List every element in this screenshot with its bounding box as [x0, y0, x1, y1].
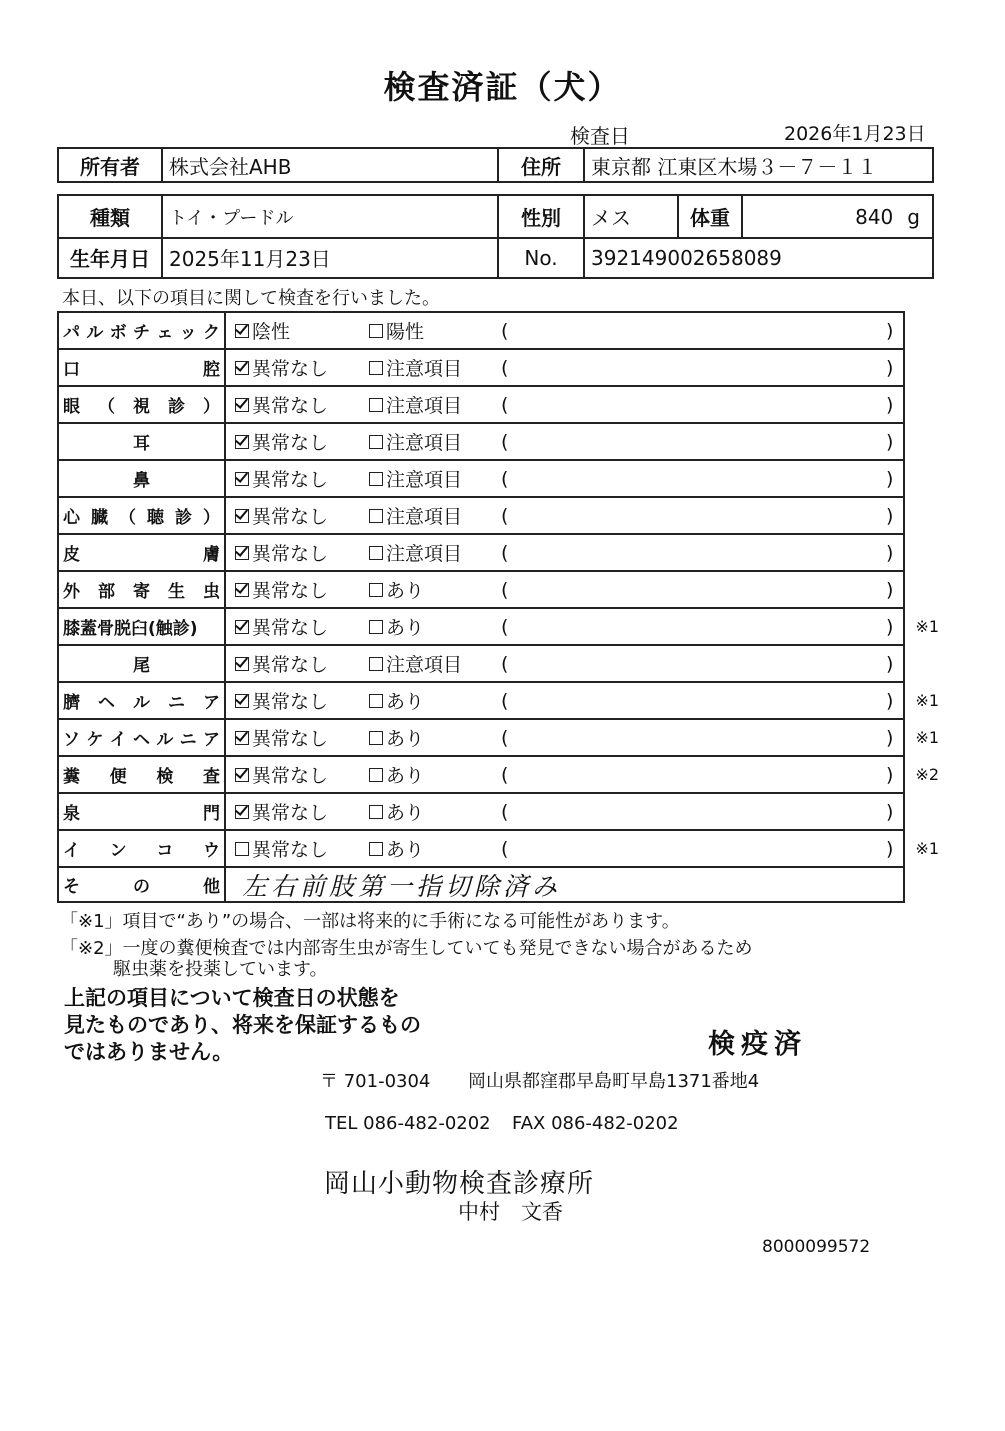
option-abnormal[interactable] [369, 720, 424, 755]
exam-row [59, 794, 903, 831]
exam-date: 2026年1月23日 [784, 123, 926, 145]
owner-label: 所有者 [59, 149, 163, 181]
option-normal[interactable] [235, 461, 328, 496]
paren-open: ( [501, 356, 509, 379]
option-abnormal[interactable] [369, 831, 424, 866]
option-normal[interactable] [235, 387, 328, 422]
checkbox-icon[interactable] [369, 546, 383, 560]
checkbox-icon[interactable] [235, 694, 249, 708]
paren-open: ( [501, 800, 509, 823]
footnote-2-cont: 駆虫薬を投薬しています。 [113, 959, 328, 980]
exam-item-name: 臍 ヘ ル ニ ア [59, 683, 226, 718]
weight-label: 体重 [679, 196, 743, 237]
animal-info-box [57, 194, 934, 279]
option-normal[interactable] [235, 350, 328, 385]
option-label: 異常なし [252, 580, 329, 602]
note-mark: ※1 [915, 728, 939, 747]
disclaimer [64, 985, 421, 1066]
option-label: あり [386, 691, 425, 713]
checkbox-icon[interactable] [235, 361, 249, 375]
birth-value: 2025年11月23日 [163, 238, 499, 277]
exam-row [59, 683, 939, 720]
weight-unit: g [907, 204, 920, 229]
paren-close: ) [886, 319, 894, 342]
checkbox-icon[interactable] [369, 657, 383, 671]
paren-close: ) [886, 541, 894, 564]
option-label: 注意項目 [386, 543, 463, 565]
disclaimer-line: 上記の項目について検査日の状態を [64, 986, 400, 1010]
disclaimer-line: ではありません。 [64, 1040, 234, 1064]
option-label: 異常なし [252, 691, 329, 713]
paren-close: ) [886, 763, 894, 786]
owner-box [57, 147, 934, 183]
exam-item-name: そ の 他 [59, 868, 226, 901]
option-label: 陽性 [386, 321, 425, 343]
option-abnormal[interactable] [369, 757, 424, 792]
paren-close: ) [886, 430, 894, 453]
option-normal[interactable] [235, 683, 328, 718]
paren-open: ( [501, 726, 509, 749]
exam-row [59, 313, 903, 350]
weight-field [743, 196, 932, 237]
checkbox-icon[interactable] [235, 583, 249, 597]
note-mark: ※2 [915, 765, 939, 784]
org-name: 岡山小動物検査診療所 [324, 1169, 595, 1199]
paren-close: ) [886, 356, 894, 379]
option-normal[interactable] [235, 313, 290, 348]
paren-close: ) [886, 689, 894, 712]
checkbox-icon[interactable] [235, 657, 249, 671]
document-code: 8000099572 [762, 1237, 871, 1257]
checkbox-icon[interactable] [235, 805, 249, 819]
option-label: 注意項目 [386, 395, 463, 417]
birth-label: 生年月日 [59, 238, 163, 277]
checkbox-icon[interactable] [369, 509, 383, 523]
paren-close: ) [886, 393, 894, 416]
paren-close: ) [886, 800, 894, 823]
exam-item-name: パ ル ボ チ ェ ッ ク [59, 313, 226, 348]
option-abnormal[interactable] [369, 313, 424, 348]
option-label: 注意項目 [386, 506, 463, 528]
checkbox-icon[interactable] [369, 731, 383, 745]
option-label: 異常なし [252, 728, 329, 750]
option-abnormal[interactable] [369, 646, 462, 681]
org-address: 岡山県都窪郡早島町早島1371番地4 [468, 1071, 760, 1092]
exam-row [59, 720, 939, 757]
note-mark: ※1 [915, 617, 939, 636]
option-label: あり [386, 728, 425, 750]
sex-label: 性別 [499, 196, 585, 237]
checkbox-icon[interactable] [369, 361, 383, 375]
checkbox-icon[interactable] [235, 472, 249, 486]
paren-close: ) [886, 578, 894, 601]
paren-open: ( [501, 615, 509, 638]
exam-row [59, 572, 903, 609]
exam-row [59, 535, 903, 572]
exam-row [59, 387, 903, 424]
option-abnormal[interactable] [369, 387, 462, 422]
paren-close: ) [886, 652, 894, 675]
paren-open: ( [501, 393, 509, 416]
option-label: 異常なし [252, 839, 329, 861]
exam-item-name: 心 臓 （ 聴 診 ） [59, 498, 226, 533]
checkbox-icon[interactable] [369, 324, 383, 338]
paren-open: ( [501, 541, 509, 564]
exam-item-name: 膝蓋骨脱臼(触診) [59, 609, 226, 644]
option-normal[interactable] [235, 572, 328, 607]
exam-item-name: 尾 [59, 646, 226, 681]
paren-close: ) [886, 837, 894, 860]
exam-table [57, 311, 939, 903]
paren-open: ( [501, 467, 509, 490]
option-normal[interactable] [235, 720, 328, 755]
exam-row [59, 461, 903, 498]
checkbox-icon[interactable] [369, 768, 383, 782]
option-label: 異常なし [252, 802, 329, 824]
option-label: あり [386, 765, 425, 787]
option-abnormal[interactable] [369, 609, 424, 644]
option-normal[interactable] [235, 424, 328, 459]
option-label: 異常なし [252, 543, 329, 565]
checkbox-icon[interactable] [235, 546, 249, 560]
option-label: 異常なし [252, 469, 329, 491]
exam-row-other [59, 868, 903, 901]
option-normal[interactable] [235, 646, 328, 681]
option-label: 異常なし [252, 395, 329, 417]
postal-code: 〒 701-0304 [320, 1071, 431, 1092]
option-label: 異常なし [252, 432, 329, 454]
option-abnormal[interactable] [369, 498, 462, 533]
checkbox-icon[interactable] [235, 509, 249, 523]
disclaimer-line: 見たものであり、将来を保証するもの [64, 1013, 421, 1037]
paren-close: ) [886, 504, 894, 527]
exam-row [59, 498, 903, 535]
paren-close: ) [886, 467, 894, 490]
checkbox-icon[interactable] [235, 324, 249, 338]
checkbox-icon[interactable] [369, 694, 383, 708]
option-label: 注意項目 [386, 469, 463, 491]
option-label: あり [386, 802, 425, 824]
option-label: 陰性 [252, 321, 291, 343]
option-label: 注意項目 [386, 432, 463, 454]
exam-row [59, 646, 903, 683]
option-label: 異常なし [252, 358, 329, 380]
number-value: 392149002658089 [591, 245, 782, 270]
paren-open: ( [501, 430, 509, 453]
option-label: 異常なし [252, 506, 329, 528]
checkbox-icon[interactable] [235, 842, 249, 856]
sex-value: メス [585, 196, 679, 237]
note-mark: ※1 [915, 691, 939, 710]
option-normal[interactable] [235, 498, 328, 533]
paren-open: ( [501, 578, 509, 601]
handwritten-note: 左右前肢第一指切除済み [242, 871, 562, 901]
intro-text: 本日、以下の項目に関して検査を行いました。 [62, 288, 440, 309]
exam-row [59, 350, 903, 387]
paren-open: ( [501, 763, 509, 786]
paren-open: ( [501, 504, 509, 527]
exam-item-name: イ ン コ ウ [59, 831, 226, 866]
paren-close: ) [886, 615, 894, 638]
exam-row [59, 831, 939, 868]
option-abnormal[interactable] [369, 572, 424, 607]
option-label: 注意項目 [386, 654, 463, 676]
checkbox-icon[interactable] [235, 731, 249, 745]
page-title: 検査済証（犬） [383, 68, 622, 106]
footnote-1: 「※1」項目で“あり”の場合、一部は将来的に手術になる可能性があります。 [60, 911, 680, 932]
breed-label: 種類 [59, 196, 163, 237]
exam-row [59, 424, 903, 461]
paren-open: ( [501, 319, 509, 342]
breed-value: トイ・プードル [163, 196, 499, 237]
option-label: 異常なし [252, 654, 329, 676]
address-value: 東京都 江東区木場３－７－１１ [591, 154, 878, 179]
person-name: 中村 文香 [458, 1200, 563, 1224]
option-normal[interactable] [235, 831, 328, 866]
exam-item-name: 耳 [59, 424, 226, 459]
exam-item-name: 口 腔 [59, 350, 226, 385]
option-normal[interactable] [235, 609, 328, 644]
option-label: 異常なし [252, 617, 329, 639]
option-normal[interactable] [235, 794, 328, 829]
option-abnormal[interactable] [369, 683, 424, 718]
checkbox-icon[interactable] [369, 842, 383, 856]
option-label: あり [386, 580, 425, 602]
checkbox-icon[interactable] [235, 398, 249, 412]
option-label: 注意項目 [386, 358, 463, 380]
quarantine-stamp: 検疫済 [708, 1029, 807, 1060]
checkbox-icon[interactable] [369, 398, 383, 412]
paren-close: ) [886, 726, 894, 749]
option-abnormal[interactable] [369, 424, 462, 459]
exam-item-name: 泉 門 [59, 794, 226, 829]
option-label: あり [386, 617, 425, 639]
exam-item-name: ソ ケ イ ヘ ル ニ ア [59, 720, 226, 755]
number-label: No. [499, 238, 585, 277]
exam-item-name: 皮 膚 [59, 535, 226, 570]
paren-open: ( [501, 652, 509, 675]
checkbox-icon[interactable] [369, 472, 383, 486]
animal-info-row-1 [59, 196, 932, 237]
checkbox-icon[interactable] [235, 620, 249, 634]
paren-open: ( [501, 689, 509, 712]
exam-item-name: 外 部 寄 生 虫 [59, 572, 226, 607]
option-normal[interactable] [235, 535, 328, 570]
footnote-2: 「※2」一度の糞便検査では内部寄生虫が寄生していても発見できない場合があるため [60, 938, 753, 959]
option-abnormal[interactable] [369, 350, 462, 385]
checkbox-icon[interactable] [235, 768, 249, 782]
paren-open: ( [501, 837, 509, 860]
weight-value: 840 [855, 204, 894, 229]
checkbox-icon[interactable] [369, 435, 383, 449]
option-normal[interactable] [235, 757, 328, 792]
option-label: 異常なし [252, 765, 329, 787]
option-abnormal[interactable] [369, 794, 424, 829]
owner-value: 株式会社AHB [163, 149, 499, 181]
fax-number: FAX 086-482-0202 [512, 1113, 679, 1134]
option-abnormal[interactable] [369, 535, 462, 570]
exam-date-label: 検査日 [570, 124, 630, 148]
checkbox-icon[interactable] [235, 435, 249, 449]
option-label: あり [386, 839, 425, 861]
exam-item-name: 眼 （ 視 診 ） [59, 387, 226, 422]
note-mark: ※1 [915, 839, 939, 858]
exam-row [59, 757, 939, 794]
exam-row [59, 609, 939, 646]
animal-info-row-2 [59, 238, 932, 277]
option-abnormal[interactable] [369, 461, 462, 496]
tel-number: TEL 086-482-0202 [325, 1113, 491, 1134]
exam-item-name: 鼻 [59, 461, 226, 496]
checkbox-icon[interactable] [369, 620, 383, 634]
checkbox-icon[interactable] [369, 805, 383, 819]
checkbox-icon[interactable] [369, 583, 383, 597]
address-label: 住所 [499, 149, 585, 181]
exam-item-name: 糞 便 検 査 [59, 757, 226, 792]
